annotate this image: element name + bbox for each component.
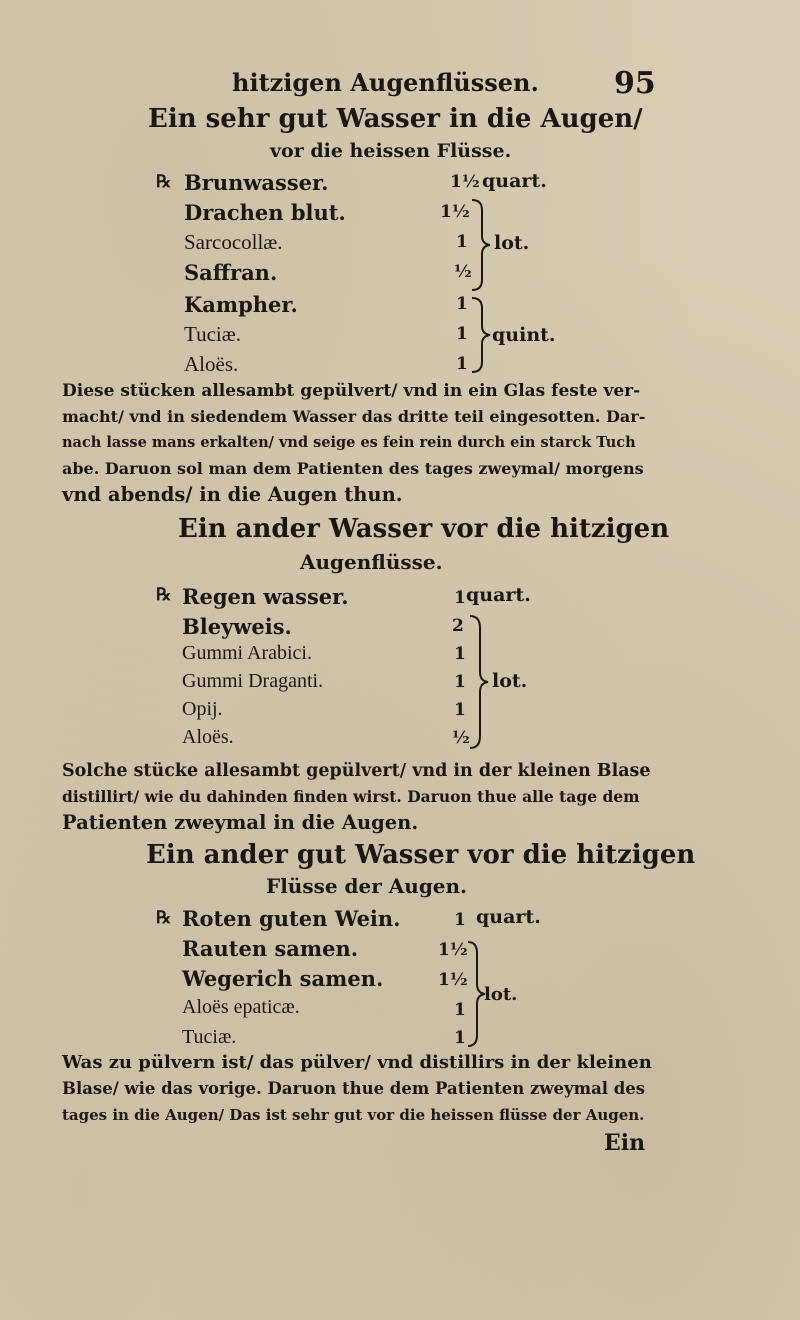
recipe3-title-line1: Ein ander gut Wasser vor die hitzigen (146, 840, 696, 870)
paragraph-line: Solche stücke allesambt gepülvert/ vnd in der kleinen Blase (62, 761, 651, 781)
ingredient-name: Gummi Draganti. (182, 670, 324, 692)
ingredient-qty: 1 (454, 672, 466, 692)
ingredient-qty: ½ (454, 262, 472, 282)
curly-brace-icon (468, 296, 494, 374)
paragraph-line: distillirt/ wie du dahinden finden wirst. Daruon thue alle tage dem (62, 787, 640, 806)
unit-quart: quart. (476, 906, 541, 928)
ingredient-qty: 1 (456, 294, 468, 314)
paragraph-line: abe. Daruon sol man dem Patienten des tages zweymal/ morgens (62, 459, 644, 478)
recipe1-paragraph (62, 378, 654, 508)
ingredient-qty: 1 (454, 910, 466, 930)
recipe2-title-line2: Augenflüsse. (300, 550, 443, 574)
ingredient-name: Aloës. (184, 352, 239, 376)
paragraph-line: nach lasse mans erkalten/ vnd seige es fein rein durch ein starck Tuch (62, 434, 636, 451)
ingredient-name: Brunwasser. (184, 170, 329, 195)
ingredient-qty: 1 (454, 588, 466, 608)
paragraph-line: tages in die Augen/ Das ist sehr gut vor die heissen flüsse der Augen. (62, 1106, 645, 1124)
ingredient-qty: 2 (452, 616, 464, 636)
ingredient-name: Drachen blut. (184, 200, 346, 225)
recipe3-title-line2: Flüsse der Augen. (266, 874, 468, 898)
ingredient-qty: 1½ (450, 172, 480, 192)
ingredient-name: Wegerich samen. (182, 966, 384, 991)
ingredient-qty: 1½ (440, 202, 470, 222)
unit-quart: quart. (482, 170, 547, 192)
paragraph-line: vnd abends/ in die Augen thun. (62, 483, 403, 506)
ingredient-qty: 1 (456, 232, 468, 252)
ingredient-qty: 1 (454, 700, 466, 720)
unit-lot: lot. (492, 670, 528, 692)
ingredient-name: Aloës epaticæ. (182, 996, 300, 1018)
ingredient-qty: 1 (454, 1000, 466, 1020)
ingredient-name: Gummi Arabici. (182, 642, 312, 664)
ingredient-qty: 1½ (438, 970, 468, 990)
paragraph-line: Patienten zweymal in die Augen. (62, 811, 419, 834)
curly-brace-icon (466, 614, 492, 750)
unit-quint: quint. (492, 324, 556, 346)
rx-symbol: ℞ (156, 585, 172, 605)
recipe1-title-line1: Ein sehr gut Wasser in die Augen/ (148, 104, 643, 134)
curly-brace-icon (468, 198, 494, 292)
ingredient-name: Roten guten Wein. (182, 906, 401, 931)
paragraph-line: Diese stücken allesambt gepülvert/ vnd in ein Glas feste ver- (62, 381, 641, 401)
unit-quart: quart. (466, 584, 531, 606)
ingredient-name: Bleyweis. (182, 614, 292, 639)
rx-symbol: ℞ (156, 908, 172, 928)
ingredient-qty: ½ (452, 728, 470, 748)
ingredient-name: Tuciæ. (182, 1026, 237, 1048)
ingredient-qty: 1 (454, 1028, 466, 1048)
ingredient-qty: 1 (454, 644, 466, 664)
ingredient-qty: 1 (456, 354, 468, 374)
rx-symbol: ℞ (156, 172, 172, 192)
recipe2-title-line1: Ein ander Wasser vor die hitzigen (178, 514, 670, 544)
catchword: Ein (604, 1130, 646, 1156)
ingredient-name: Opij. (182, 698, 223, 720)
running-head: hitzigen Augenflüssen. (232, 68, 539, 97)
ingredient-name: Regen wasser. (182, 584, 349, 609)
unit-lot: lot. (494, 232, 530, 254)
ingredient-name: Rauten samen. (182, 936, 359, 961)
ingredient-name: Sarcocollæ. (184, 230, 283, 254)
ingredient-name: Tuciæ. (184, 322, 242, 346)
ingredient-name: Saffran. (184, 260, 278, 285)
recipe3-paragraph (62, 1050, 654, 1128)
ingredient-name: Aloës. (182, 726, 234, 748)
paragraph-line: Blase/ wie das vorige. Daruon thue dem Patienten zweymal des (62, 1079, 646, 1098)
page-number: 95 (614, 66, 656, 101)
ingredient-qty: 1½ (438, 940, 468, 960)
ingredient-qty: 1 (456, 324, 468, 344)
paragraph-line: Was zu pülvern ist/ das pülver/ vnd distillirs in der kleinen (62, 1052, 652, 1073)
recipe1-title-line2: vor die heissen Flüsse. (270, 140, 512, 162)
paragraph-line: macht/ vnd in siedendem Wasser das dritte teil eingesotten. Dar- (62, 407, 646, 426)
recipe2-paragraph (62, 758, 654, 836)
unit-lot: lot. (484, 984, 518, 1005)
ingredient-name: Kampher. (184, 292, 298, 317)
